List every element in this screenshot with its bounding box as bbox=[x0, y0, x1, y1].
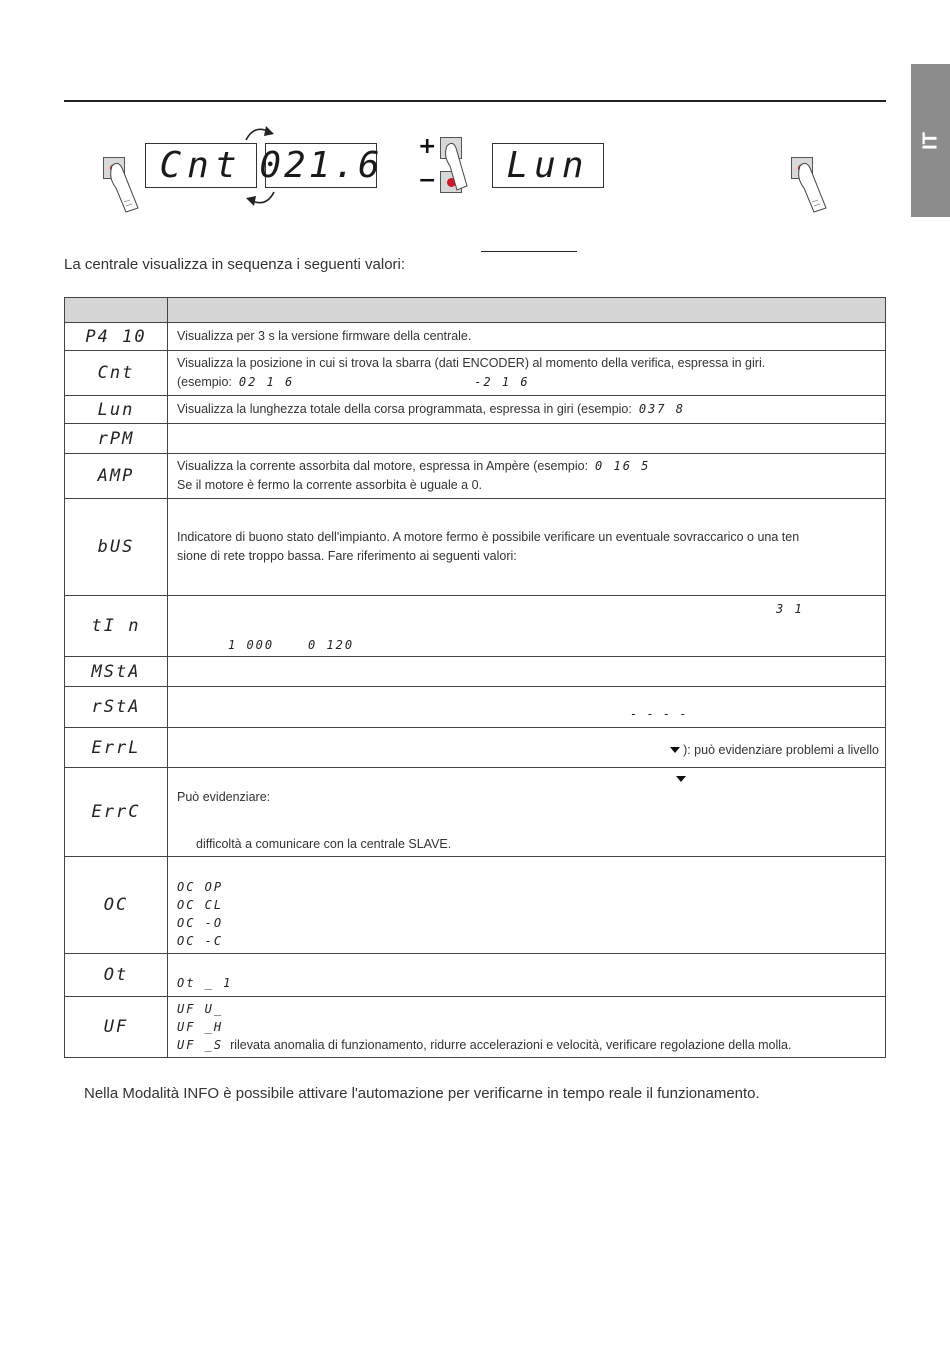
lcd-display-lun bbox=[492, 143, 604, 188]
oc-item: OC CL bbox=[177, 897, 224, 912]
uf-item-3 bbox=[177, 1036, 877, 1054]
table-row bbox=[65, 857, 886, 954]
desc-amp-line2: Se il motore è fermo la corrente assorbita è uguale a 0. bbox=[177, 478, 483, 492]
code-errl: ErrL bbox=[65, 728, 168, 768]
short-rule bbox=[481, 251, 577, 252]
intro-text: La centrale visualizza in sequenza i seguenti valori: bbox=[64, 256, 406, 273]
uf-item: UF _H bbox=[177, 1020, 224, 1034]
desc-amp-line1 bbox=[177, 457, 877, 476]
header-rule bbox=[64, 100, 886, 102]
code-errc: ErrC bbox=[65, 768, 168, 857]
desc-p410: Visualizza per 3 s la versione firmware della centrale. bbox=[168, 323, 886, 351]
code-rpm: rPM bbox=[65, 424, 168, 454]
desc-uf bbox=[168, 997, 886, 1058]
code-amp: AMP bbox=[65, 454, 168, 499]
example-label: (esempio: bbox=[177, 375, 232, 389]
value-0120: 0 120 bbox=[308, 638, 355, 652]
table-row bbox=[65, 768, 886, 857]
lcd-text-value: 021.6 bbox=[259, 145, 383, 186]
desc-errl bbox=[168, 728, 886, 768]
language-tab bbox=[911, 64, 950, 217]
code-rsta: rStA bbox=[65, 687, 168, 728]
uf-item: UF _S bbox=[177, 1038, 224, 1052]
header-cell-desc bbox=[168, 298, 886, 323]
desc-amp bbox=[168, 454, 886, 499]
code-ot: Ot bbox=[65, 954, 168, 997]
table-row bbox=[65, 323, 886, 351]
lcd-display-value bbox=[259, 143, 383, 188]
finger-press-icon bbox=[792, 158, 832, 214]
cycle-arrow-bottom-icon bbox=[240, 188, 280, 210]
table-row bbox=[65, 499, 886, 596]
desc-errc-line1: Può evidenziare: bbox=[177, 790, 271, 804]
desc-errl-text: ): può evidenziare problemi a livello bbox=[683, 742, 879, 757]
desc-oc bbox=[168, 857, 886, 954]
table-row bbox=[65, 596, 886, 657]
code-tin: tI n bbox=[65, 596, 168, 657]
example-value: 037 8 bbox=[638, 402, 685, 416]
info-table bbox=[64, 297, 886, 1058]
code-cnt: Cnt bbox=[65, 351, 168, 396]
lcd-text-cnt: Cnt bbox=[159, 145, 243, 186]
code-msta: MStA bbox=[65, 657, 168, 687]
table-row bbox=[65, 424, 886, 454]
desc-ot bbox=[168, 954, 886, 997]
table-row bbox=[65, 351, 886, 396]
language-label: IT bbox=[919, 131, 941, 150]
desc-msta bbox=[168, 657, 886, 687]
code-p410: P4 10 bbox=[65, 323, 168, 351]
table-row bbox=[65, 728, 886, 768]
desc-amp-text: Visualizza la corrente assorbita dal motore, espressa in Ampère (esempio: bbox=[177, 459, 589, 473]
header-cell-code bbox=[65, 298, 168, 323]
lcd-display-param bbox=[145, 143, 257, 188]
desc-bus bbox=[168, 499, 886, 596]
lcd-text-lun: Lun bbox=[506, 145, 590, 186]
desc-errc-line2: difficoltà a comunicare con la centrale SLAVE. bbox=[196, 837, 452, 851]
down-arrow-icon bbox=[670, 747, 680, 753]
example-value: 0 16 5 bbox=[595, 459, 651, 473]
desc-cnt-line1: Visualizza la posizione in cui si trova la sbarra (dati ENCODER) al momento della verifica, espressa in giri. bbox=[177, 356, 766, 370]
code-uf: UF bbox=[65, 997, 168, 1058]
table-row bbox=[65, 997, 886, 1058]
oc-item: OC -O bbox=[177, 915, 224, 930]
table-row bbox=[65, 396, 886, 424]
desc-cnt bbox=[168, 351, 886, 396]
cycle-arrow-top-icon bbox=[240, 122, 280, 144]
desc-bus-line1: Indicatore di buono stato dell'impianto. A motore fermo è possibile verificare un eventuale sovraccarico o una ten bbox=[177, 530, 800, 544]
plus-sign: + bbox=[418, 134, 437, 159]
finger-press-icon bbox=[441, 140, 471, 192]
finger-press-icon bbox=[104, 158, 144, 214]
code-bus: bUS bbox=[65, 499, 168, 596]
desc-bus-line2: sione di rete troppo bassa. Fare riferimento ai seguenti valori: bbox=[177, 549, 517, 563]
value-31: 3 1 bbox=[776, 602, 804, 616]
table-row bbox=[65, 954, 886, 997]
uf-item: UF U_ bbox=[177, 1002, 224, 1016]
example-value: 02 1 6 bbox=[238, 375, 295, 389]
code-oc: OC bbox=[65, 857, 168, 954]
minus-sign: − bbox=[418, 168, 437, 193]
table-row bbox=[65, 454, 886, 499]
desc-errc bbox=[168, 768, 886, 857]
outro-text: Nella Modalità INFO è possibile attivare l'automazione per verificarne in tempo reale il funzionamento. bbox=[84, 1085, 760, 1102]
desc-cnt-line2 bbox=[177, 373, 877, 392]
oc-item: OC OP bbox=[177, 879, 224, 894]
value-dashes: - - - - bbox=[630, 707, 688, 721]
desc-rsta bbox=[168, 687, 886, 728]
table-row bbox=[65, 657, 886, 687]
desc-tin bbox=[168, 596, 886, 657]
uf-item-text: rilevata anomalia di funzionamento, ridurre accelerazioni e velocità, verificare regolazione della molla. bbox=[230, 1038, 792, 1052]
value-1000: 1 000 bbox=[228, 638, 275, 652]
ot-item: Ot _ 1 bbox=[177, 976, 233, 990]
example-value-negative: -2 1 6 bbox=[474, 375, 530, 389]
desc-lun bbox=[168, 396, 886, 424]
desc-rpm bbox=[168, 424, 886, 454]
table-row bbox=[65, 687, 886, 728]
desc-lun-text: Visualizza la lunghezza totale della corsa programmata, espressa in giri (esempio: bbox=[177, 402, 632, 416]
down-arrow-icon bbox=[676, 776, 686, 782]
table-header-row bbox=[65, 298, 886, 323]
oc-item: OC -C bbox=[177, 933, 224, 948]
code-lun: Lun bbox=[65, 396, 168, 424]
